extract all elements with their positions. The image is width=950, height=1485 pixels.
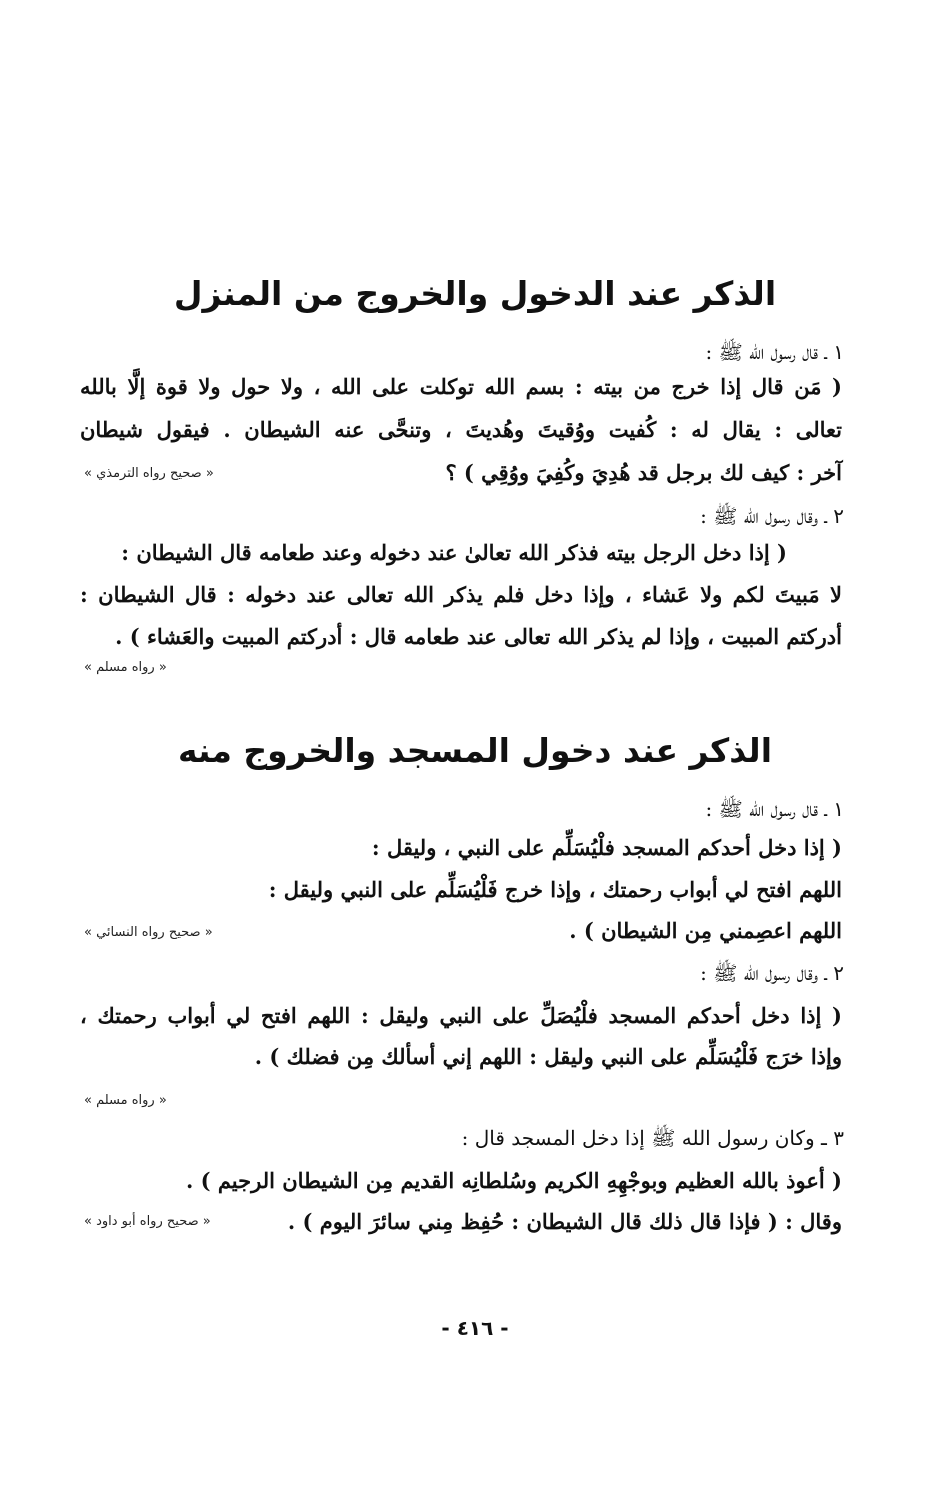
hadith-text-line: تعالى : يقال له : كُفيت ووُقيتَ وهُديتَ ، وتنحَّى عنه الشيطان . فيقول شيطان [80,417,842,442]
hadith-number: ٣ ـ وكان رسول الله ﷺ إذا دخل المسجد قال : [461,1126,844,1150]
hadith-text-line: وإذا خرَج فَلْيُسَلِّم على النبي وليقل : اللهم إني أسألك مِن فضلك ) . [254,1044,842,1069]
hadith-source: « صحيح رواه النسائي » [84,925,213,940]
hadith-number: ١ ـ قال رسول الله ﷺ : [705,340,844,364]
hadith-text-line: ( إذا دخل أحدكم المسجد فلْيُصَلِّ على النبي وليقل : اللهم افتح لي أبواب رحمتك ، [80,1003,842,1028]
hadith-source: « رواه مسلم » [84,1093,167,1108]
hadith-number: ١ ـ قال رسول الله ﷺ : [705,797,844,821]
hadith-text-line: لا مَبيتَ لكم ولا عَشاء ، وإذا دخل فلم يذكر الله تعالى عند دخوله : قال الشيطان : [80,582,842,607]
section-title-mosque: الذكر عند دخول المسجد والخروج منه [177,731,773,770]
hadith-text-line: ( مَن قال إذا خرج من بيته : بسم الله توكلت على الله ، ولا حول ولا قوة إلَّا بالله [80,374,842,399]
hadith-text-line: أدركتم المبيت ، وإذا لم يذكر الله تعالى عند طعامه قال : أدركتم المبيت والعَشاء ) . [115,624,842,649]
hadith-source: « رواه مسلم » [84,660,167,675]
hadith-text-line: آخر : كيف لك برجل قد هُدِيَ وكُفِيَ ووُقِي ) ؟ [445,460,842,485]
hadith-text-line: وقال : ( فإذا قال ذلك قال الشيطان : حُفِظ مِني سائرَ اليوم ) . [287,1209,842,1234]
hadith-text-line: ( أعوذ بالله العظيم وبوجْهِهِ الكريم وسُلطانِه القديم مِن الشيطان الرجيم ) . [185,1168,842,1193]
hadith-source: « صحيح رواه الترمذي » [84,466,214,481]
hadith-source: « صحيح رواه أبو داود » [84,1214,211,1229]
hadith-text-line: ( إذا دخل الرجل بيته فذكر الله تعالىٰ عند دخوله وعند طعامه قال الشيطان : [121,540,787,565]
hadith-text-line: اللهم افتح لي أبواب رحمتك ، وإذا خرج فَلْيُسَلِّم على النبي وليقل : [268,877,842,902]
hadith-number: ٢ ـ وقال رسول الله ﷺ : [700,504,844,528]
hadith-text-line: اللهم اعصِمني مِن الشيطان ) . [569,918,842,943]
hadith-text-line: ( إذا دخل أحدكم المسجد فلْيُسَلِّم على النبي ، وليقل : [371,835,842,860]
hadith-number: ٢ ـ وقال رسول الله ﷺ : [700,961,844,985]
section-title-home: الذكر عند الدخول والخروج من المنزل [173,274,777,313]
page-number: - ٤١٦ - [441,1316,509,1340]
